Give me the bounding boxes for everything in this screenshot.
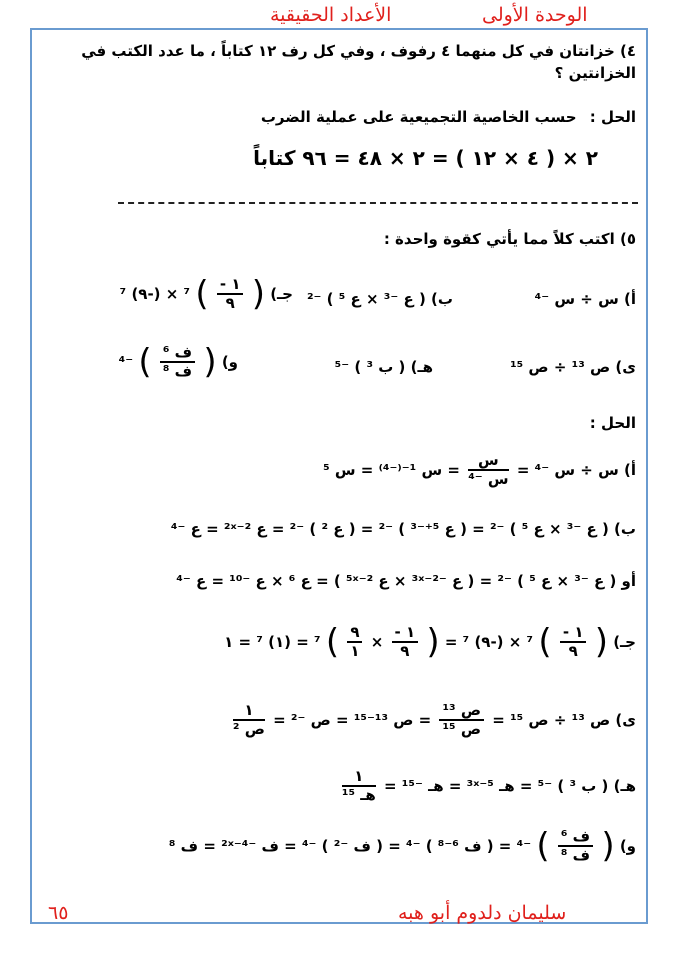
- separator: [118, 202, 638, 204]
- q4-question-cont: الخزانتين ؟: [554, 64, 636, 82]
- solution-label: الحل :: [589, 414, 636, 432]
- sol-e: هـ) ( ب ³ ) ⁻⁵ = هـ ³ˣ⁻⁵ = هـ ⁻¹⁵ = $\frac{١}{\text{هـ ¹⁵}}$: [341, 767, 636, 805]
- sol-d: ى) ص ¹³ ÷ ص ¹⁵ = $\frac{\text{ص ¹³}}{\text{ص ¹⁵}}$ = ص ¹³⁻¹⁵ = ص ⁻² = $\frac{١}{\text{ص ²}}$: [232, 701, 636, 739]
- q5-b: ب) ( ع ⁻³ × ع ⁵ ) ⁻²: [306, 290, 453, 308]
- unit-title: الوحدة الأولى: [482, 4, 588, 26]
- q5-question: ٥) اكتب كلاً مما يأتي كقوة واحدة :: [383, 230, 636, 248]
- sol-c: جـ) ( $\frac{١ -}{٩}$ ) ⁷ × (-٩) ⁷ = ( $\frac{١ -}{٩}$ × $\frac{٩}{١}$ ) ⁷ = (١) ⁷ = ١: [224, 622, 636, 663]
- q4-question: ٤) خزانتان في كل منهما ٤ رفوف ، وفي كل رف ١٢ كتاباً ، ما عدد الكتب في: [81, 42, 636, 60]
- q4-solution: [42, 108, 636, 126]
- q4-solution-label: الحل :: [589, 108, 636, 126]
- q5-c-label: جـ): [270, 284, 293, 303]
- q5-a: أ) س ÷ س ⁻⁴: [534, 290, 636, 308]
- q5-f-exp: ⁻⁴: [118, 352, 134, 371]
- q4-solution-text: حسب الخاصية التجميعية على عملية الضرب: [260, 108, 577, 126]
- q5-f-label: و): [221, 352, 238, 371]
- sol-b: ب) ( ع ⁻³ × ع ⁵ ) ⁻² = ( ع ⁵⁺⁻³ ) ⁻² = ( ع ² ) ⁻² = ع ²ˣ⁻² = ع ⁻⁴: [170, 520, 636, 538]
- q5-c-fraction: $\frac{١ -}{٩}$: [217, 276, 244, 313]
- q5-f: و) ( $\frac{\text{ف ⁶}}{\text{ف ⁸}}$ ) ⁻⁴: [118, 342, 238, 383]
- q5-e: هـ) ( ب ³ ) ⁻⁵: [334, 358, 433, 376]
- page-number: ٦٥: [48, 902, 69, 924]
- q4-equation: ٢ × ( ٤ × ١٢ ) = ٢ × ٤٨ = ٩٦ كتاباً: [253, 146, 598, 170]
- q5-c-rest: ⁷ × (-٩) ⁷: [119, 284, 191, 303]
- q5-c: جـ) ( $\frac{١ -}{٩}$ ) ⁷ × (-٩) ⁷: [119, 274, 293, 315]
- lesson-title: الأعداد الحقيقية: [270, 4, 392, 26]
- q5-d: ى) ص ¹³ ÷ ص ¹⁵: [510, 358, 636, 376]
- author-name: سليمان دلدوم أبو هبه: [398, 902, 567, 924]
- sol-f: و) ( $\frac{\text{ف ⁶}}{\text{ف ⁸}}$ ) ⁻⁴ = ( ف ⁶⁻⁸ ) ⁻⁴ = ( ف ⁻² ) ⁻⁴ = ف ⁻²ˣ⁻⁴ = ف ⁸: [168, 826, 636, 867]
- sol-b-alt: أو ( ع ⁻³ × ع ⁵ ) ⁻² = ( ع ⁻³ˣ⁻² × ع ⁵ˣ⁻² ) = ع ⁶ × ع ⁻¹⁰ = ع ⁻⁴: [176, 572, 636, 590]
- sol-a-fraction: $\frac{\text{س}}{\text{س ⁻⁴}}$: [468, 451, 509, 489]
- q5-f-fraction: $\frac{\text{ف ⁶}}{\text{ف ⁸}}$: [160, 344, 195, 381]
- sol-a: أ) س ÷ س ⁻⁴ = $\frac{\text{س}}{\text{س ⁻⁴}}$ = س ¹⁻⁽⁻⁴⁾ = س ⁵: [323, 451, 636, 489]
